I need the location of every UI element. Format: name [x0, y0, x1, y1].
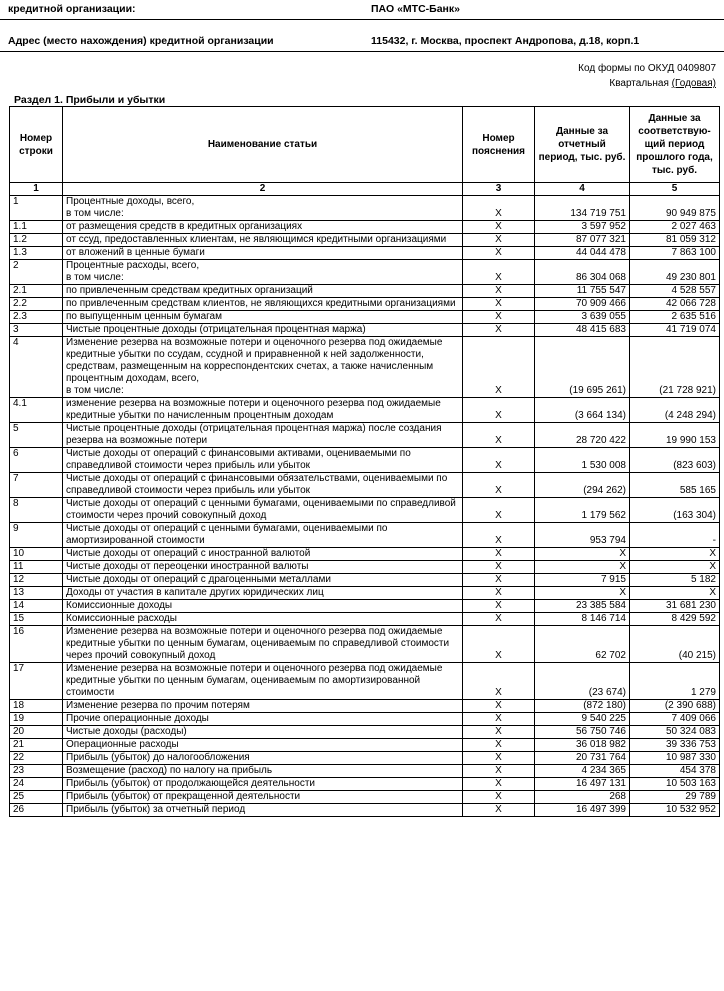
- item-name: Чистые доходы от операций с драгоценными металлами: [63, 574, 463, 587]
- note-number: X: [463, 700, 535, 713]
- row-number: 26: [10, 804, 63, 817]
- prior-period-value: 10 503 163: [630, 778, 720, 791]
- item-name: Чистые процентные доходы (отрицательная процентная маржа): [63, 324, 463, 337]
- prior-period-value: X: [630, 561, 720, 574]
- item-name: Изменение резерва на возможные потери и оценочного резерва под ожидаемые кредитные убытки по ссудам, ссудной и приравненной к ней задолженности, средствам, размещенным на корреспондентских счетах, а также начисленным процентным доходам, всего, в том числе:: [63, 337, 463, 398]
- column-number-row: [10, 183, 720, 196]
- row-number: 17: [10, 663, 63, 700]
- current-period-value: 70 909 466: [535, 298, 630, 311]
- column-number: 3: [463, 183, 535, 196]
- table-row: [10, 778, 720, 791]
- table-row: [10, 423, 720, 448]
- prior-period-value: 39 336 753: [630, 739, 720, 752]
- note-number: X: [463, 324, 535, 337]
- org-label: кредитной организации:: [8, 3, 136, 15]
- okud-code: Код формы по ОКУД 0409807: [578, 63, 716, 74]
- current-period-value: 7 915: [535, 574, 630, 587]
- row-number: 2.1: [10, 285, 63, 298]
- current-period-value: 44 044 478: [535, 247, 630, 260]
- current-period-value: 48 415 683: [535, 324, 630, 337]
- row-number: 12: [10, 574, 63, 587]
- prior-period-value: (823 603): [630, 448, 720, 473]
- note-number: X: [463, 285, 535, 298]
- table-row: [10, 791, 720, 804]
- prior-period-value: (21 728 921): [630, 337, 720, 398]
- prior-period-value: 1 279: [630, 663, 720, 700]
- column-number: 2: [63, 183, 463, 196]
- note-number: X: [463, 713, 535, 726]
- item-name: по привлеченным средствам кредитных организаций: [63, 285, 463, 298]
- col-header-note-number: Номер пояснения: [463, 107, 535, 183]
- row-number: 2.3: [10, 311, 63, 324]
- row-number: 11: [10, 561, 63, 574]
- prior-period-value: 41 719 074: [630, 324, 720, 337]
- item-name: Прибыль (убыток) за отчетный период: [63, 804, 463, 817]
- row-number: 25: [10, 791, 63, 804]
- item-name: Прибыль (убыток) от продолжающейся деятельности: [63, 778, 463, 791]
- prior-period-value: 2 635 516: [630, 311, 720, 324]
- row-number: 16: [10, 626, 63, 663]
- note-number: X: [463, 613, 535, 626]
- prior-period-value: 50 324 083: [630, 726, 720, 739]
- current-period-value: 23 385 584: [535, 600, 630, 613]
- note-number: X: [463, 663, 535, 700]
- table-row: [10, 613, 720, 626]
- item-name: Чистые доходы от операций с финансовыми обязательствами, оцениваемыми по справедливой стоимости через прибыль или убыток: [63, 473, 463, 498]
- row-number: 13: [10, 587, 63, 600]
- prior-period-value: (163 304): [630, 498, 720, 523]
- row-number: 20: [10, 726, 63, 739]
- note-number: X: [463, 298, 535, 311]
- row-number: 10: [10, 548, 63, 561]
- row-number: 6: [10, 448, 63, 473]
- prior-period-value: 5 182: [630, 574, 720, 587]
- item-name: от ссуд, предоставленных клиентам, не являющимся кредитными организациями: [63, 234, 463, 247]
- current-period-value: (3 664 134): [535, 398, 630, 423]
- current-period-value: 28 720 422: [535, 423, 630, 448]
- col-header-item-name: Наименование статьи: [63, 107, 463, 183]
- note-number: X: [463, 587, 535, 600]
- period-quarterly: Квартальная: [609, 78, 669, 89]
- org-divider: [0, 19, 724, 20]
- table-row: [10, 196, 720, 221]
- prior-period-value: X: [630, 587, 720, 600]
- current-period-value: 36 018 982: [535, 739, 630, 752]
- prior-period-value: 8 429 592: [630, 613, 720, 626]
- col-header-line-number: Номер строки: [10, 107, 63, 183]
- item-name: Процентные расходы, всего, в том числе:: [63, 260, 463, 285]
- table-row: [10, 324, 720, 337]
- table-row: [10, 498, 720, 523]
- item-name: изменение резерва на возможные потери и оценочного резерва под ожидаемые кредитные убытки по начисленным процентным доходам: [63, 398, 463, 423]
- current-period-value: (872 180): [535, 700, 630, 713]
- current-period-value: 134 719 751: [535, 196, 630, 221]
- row-number: 4: [10, 337, 63, 398]
- current-period-value: 3 597 952: [535, 221, 630, 234]
- item-name: Чистые доходы от переоценки иностранной валюты: [63, 561, 463, 574]
- prior-period-value: 10 987 330: [630, 752, 720, 765]
- row-number: 15: [10, 613, 63, 626]
- current-period-value: 8 146 714: [535, 613, 630, 626]
- note-number: X: [463, 752, 535, 765]
- table-header-row: [10, 107, 720, 183]
- row-number: 19: [10, 713, 63, 726]
- address-value: 115432, г. Москва, проспект Андропова, д.18, корп.1: [371, 35, 640, 47]
- table-row: [10, 663, 720, 700]
- item-name: Прочие операционные доходы: [63, 713, 463, 726]
- note-number: X: [463, 448, 535, 473]
- item-name: от вложений в ценные бумаги: [63, 247, 463, 260]
- table-row: [10, 752, 720, 765]
- current-period-value: 1 530 008: [535, 448, 630, 473]
- table-row: [10, 626, 720, 663]
- table-row: [10, 473, 720, 498]
- note-number: X: [463, 791, 535, 804]
- item-name: по привлеченным средствам клиентов, не являющихся кредитными организациями: [63, 298, 463, 311]
- table-row: [10, 561, 720, 574]
- item-name: Операционные расходы: [63, 739, 463, 752]
- row-number: 7: [10, 473, 63, 498]
- row-number: 1: [10, 196, 63, 221]
- note-number: X: [463, 260, 535, 285]
- row-number: 1.1: [10, 221, 63, 234]
- row-number: 24: [10, 778, 63, 791]
- note-number: X: [463, 600, 535, 613]
- item-name: Чистые доходы от операций с ценными бумагами, оцениваемыми по амортизированной стоимости: [63, 523, 463, 548]
- row-number: 1.2: [10, 234, 63, 247]
- prior-period-value: 4 528 557: [630, 285, 720, 298]
- row-number: 5: [10, 423, 63, 448]
- current-period-value: 56 750 746: [535, 726, 630, 739]
- row-number: 18: [10, 700, 63, 713]
- table-row: [10, 765, 720, 778]
- col-header-prior-period: Данные за соответствую-щий период прошлого года, тыс. руб.: [630, 107, 720, 183]
- current-period-value: 87 077 321: [535, 234, 630, 247]
- current-period-value: 268: [535, 791, 630, 804]
- item-name: от размещения средств в кредитных организациях: [63, 221, 463, 234]
- table-row: [10, 600, 720, 613]
- table-row: [10, 337, 720, 398]
- note-number: X: [463, 561, 535, 574]
- prior-period-value: 7 863 100: [630, 247, 720, 260]
- item-name: Чистые процентные доходы (отрицательная процентная маржа) после создания резерва на возможные потери: [63, 423, 463, 448]
- item-name: Доходы от участия в капитале других юридических лиц: [63, 587, 463, 600]
- prior-period-value: 19 990 153: [630, 423, 720, 448]
- table-row: [10, 548, 720, 561]
- current-period-value: (19 695 261): [535, 337, 630, 398]
- prior-period-value: 7 409 066: [630, 713, 720, 726]
- table-row: [10, 448, 720, 473]
- prior-period-value: X: [630, 548, 720, 561]
- item-name: Изменение резерва на возможные потери и оценочного резерва под ожидаемые кредитные убытки по ценным бумагам, оцениваемым по справедливой стоимости через прочий совокупный доход: [63, 626, 463, 663]
- table-row: [10, 285, 720, 298]
- prior-period-value: 2 027 463: [630, 221, 720, 234]
- table-row: [10, 398, 720, 423]
- section-title: Раздел 1. Прибыли и убытки: [14, 94, 166, 106]
- table-row: [10, 713, 720, 726]
- row-number: 4.1: [10, 398, 63, 423]
- note-number: X: [463, 739, 535, 752]
- table-row: [10, 700, 720, 713]
- row-number: 9: [10, 523, 63, 548]
- table-row: [10, 804, 720, 817]
- item-name: Прибыль (убыток) от прекращенной деятельности: [63, 791, 463, 804]
- item-name: Прибыль (убыток) до налогообложения: [63, 752, 463, 765]
- note-number: X: [463, 804, 535, 817]
- current-period-value: 4 234 365: [535, 765, 630, 778]
- prior-period-value: 585 165: [630, 473, 720, 498]
- column-number: 4: [535, 183, 630, 196]
- current-period-value: 16 497 399: [535, 804, 630, 817]
- prior-period-value: 49 230 801: [630, 260, 720, 285]
- current-period-value: 20 731 764: [535, 752, 630, 765]
- item-name: Комиссионные доходы: [63, 600, 463, 613]
- note-number: X: [463, 423, 535, 448]
- item-name: Возмещение (расход) по налогу на прибыль: [63, 765, 463, 778]
- item-name: Чистые доходы от операций с ценными бумагами, оцениваемыми по справедливой стоимости через прочий совокупный доход: [63, 498, 463, 523]
- item-name: Изменение резерва на возможные потери и оценочного резерва под ожидаемые кредитные убытки по ценным бумагам, оцениваемым по амортизированной стоимости: [63, 663, 463, 700]
- prior-period-value: 90 949 875: [630, 196, 720, 221]
- table-row: [10, 311, 720, 324]
- row-number: 2: [10, 260, 63, 285]
- prior-period-value: 10 532 952: [630, 804, 720, 817]
- prior-period-value: -: [630, 523, 720, 548]
- note-number: X: [463, 548, 535, 561]
- current-period-value: 953 794: [535, 523, 630, 548]
- col-header-current-period: Данные за отчетный период, тыс. руб.: [535, 107, 630, 183]
- row-number: 21: [10, 739, 63, 752]
- table-row: [10, 234, 720, 247]
- prior-period-value: 31 681 230: [630, 600, 720, 613]
- item-name: Комиссионные расходы: [63, 613, 463, 626]
- note-number: X: [463, 765, 535, 778]
- current-period-value: 9 540 225: [535, 713, 630, 726]
- column-number: 5: [630, 183, 720, 196]
- column-number: 1: [10, 183, 63, 196]
- prior-period-value: (40 215): [630, 626, 720, 663]
- item-name: Чистые доходы от операций с финансовыми активами, оцениваемыми по справедливой стоимости через прибыль или убыток: [63, 448, 463, 473]
- note-number: X: [463, 221, 535, 234]
- address-divider: [0, 51, 724, 52]
- note-number: X: [463, 778, 535, 791]
- note-number: X: [463, 398, 535, 423]
- note-number: X: [463, 626, 535, 663]
- prior-period-value: 454 378: [630, 765, 720, 778]
- period-type: [609, 78, 716, 89]
- row-number: 22: [10, 752, 63, 765]
- current-period-value: 16 497 131: [535, 778, 630, 791]
- prior-period-value: (4 248 294): [630, 398, 720, 423]
- item-name: Чистые доходы (расходы): [63, 726, 463, 739]
- note-number: X: [463, 473, 535, 498]
- current-period-value: (294 262): [535, 473, 630, 498]
- item-name: по выпущенным ценным бумагам: [63, 311, 463, 324]
- prior-period-value: 81 059 312: [630, 234, 720, 247]
- prior-period-value: (2 390 688): [630, 700, 720, 713]
- note-number: X: [463, 498, 535, 523]
- row-number: 2.2: [10, 298, 63, 311]
- table-row: [10, 221, 720, 234]
- note-number: X: [463, 247, 535, 260]
- item-name: Изменение резерва по прочим потерям: [63, 700, 463, 713]
- table-row: [10, 587, 720, 600]
- current-period-value: 11 755 547: [535, 285, 630, 298]
- profit-loss-table: [9, 106, 720, 817]
- current-period-value: 86 304 068: [535, 260, 630, 285]
- row-number: 1.3: [10, 247, 63, 260]
- period-annual: (Годовая): [671, 78, 716, 89]
- note-number: X: [463, 574, 535, 587]
- table-row: [10, 247, 720, 260]
- item-name: Чистые доходы от операций с иностранной валютой: [63, 548, 463, 561]
- current-period-value: X: [535, 548, 630, 561]
- item-name: Процентные доходы, всего, в том числе:: [63, 196, 463, 221]
- note-number: X: [463, 234, 535, 247]
- prior-period-value: 42 066 728: [630, 298, 720, 311]
- current-period-value: 1 179 562: [535, 498, 630, 523]
- org-value: ПАО «МТС-Банк»: [371, 3, 460, 15]
- prior-period-value: 29 789: [630, 791, 720, 804]
- current-period-value: (23 674): [535, 663, 630, 700]
- current-period-value: 3 639 055: [535, 311, 630, 324]
- current-period-value: X: [535, 587, 630, 600]
- row-number: 23: [10, 765, 63, 778]
- table-row: [10, 574, 720, 587]
- row-number: 14: [10, 600, 63, 613]
- note-number: X: [463, 311, 535, 324]
- note-number: X: [463, 726, 535, 739]
- note-number: X: [463, 523, 535, 548]
- table-row: [10, 726, 720, 739]
- address-label: Адрес (место нахождения) кредитной организации: [8, 35, 274, 47]
- table-row: [10, 739, 720, 752]
- note-number: X: [463, 196, 535, 221]
- table-row: [10, 298, 720, 311]
- current-period-value: 62 702: [535, 626, 630, 663]
- table-row: [10, 523, 720, 548]
- table-row: [10, 260, 720, 285]
- row-number: 8: [10, 498, 63, 523]
- current-period-value: X: [535, 561, 630, 574]
- note-number: X: [463, 337, 535, 398]
- row-number: 3: [10, 324, 63, 337]
- table-body: [10, 196, 720, 817]
